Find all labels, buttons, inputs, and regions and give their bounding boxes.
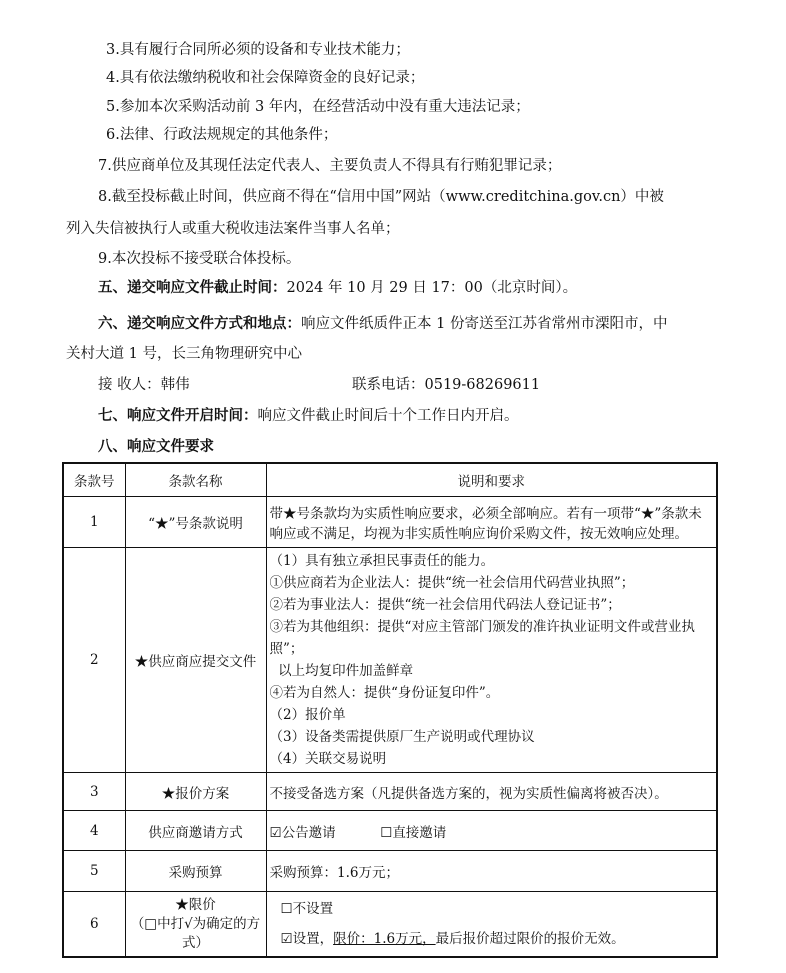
section-7-label: 七、响应文件开启时间： xyxy=(98,408,258,424)
desc-line: （1）具有独立承担民事责任的能力。 xyxy=(269,553,495,569)
section-8-label: 八、响应文件要求 xyxy=(98,439,214,455)
desc-line: （2）报价单 xyxy=(269,707,346,723)
table-row xyxy=(63,851,717,892)
paragraph: 9.本次投标不接受联合体投标。 xyxy=(98,251,301,267)
desc-line: ①供应商若为企业法人：提供“统一社会信用代码营业执照”； xyxy=(269,575,635,591)
receiver: 接 收人：韩伟 xyxy=(98,377,190,393)
option-label: 不设置 xyxy=(292,901,334,917)
checkbox-checked-icon[interactable]: ☑ xyxy=(280,931,293,947)
section-6 xyxy=(98,312,667,333)
section-6-label: 六、递交响应文件方式和地点： xyxy=(98,316,301,332)
cell-name: ★供应商应提交文件 xyxy=(125,548,266,773)
cell-desc xyxy=(266,892,717,958)
section-7-text: 响应文件截止时间后十个工作日内开启。 xyxy=(257,408,519,424)
table-row xyxy=(63,811,717,851)
requirements-table xyxy=(62,462,718,958)
desc-line: （4）关联交易说明 xyxy=(269,751,387,767)
section-7 xyxy=(98,404,519,425)
option-label: 公告邀请 xyxy=(281,824,336,841)
cell-desc xyxy=(266,548,717,773)
table-row xyxy=(63,497,717,548)
option-label: 直接邀请 xyxy=(392,824,447,841)
table-header xyxy=(63,463,717,497)
table-row xyxy=(63,548,717,773)
checkbox-unchecked-icon[interactable]: ☐ xyxy=(380,824,393,841)
cell-no: 6 xyxy=(63,892,125,958)
name-note: （□中打√为确定的方式） xyxy=(130,915,261,951)
paragraph: 3.具有履行合同所必须的设备和专业技术能力； xyxy=(106,42,410,58)
section-6-cont: 关村大道 1 号，长三角物理研究中心 xyxy=(66,346,302,362)
option-label: 设置， xyxy=(292,931,334,947)
header-desc: 说明和要求 xyxy=(266,463,717,497)
header-name: 条款名称 xyxy=(125,463,266,497)
checkbox-unchecked-icon[interactable]: ☐ xyxy=(280,901,293,917)
cell-no: 4 xyxy=(63,811,125,851)
name-line: ★限价 xyxy=(175,896,216,913)
cell-no: 5 xyxy=(63,851,125,892)
desc-line: ③若为其他组织：提供“对应主管部门颁发的准许执业证明文件或营业执照”； xyxy=(269,619,695,657)
section-5-label: 五、递交响应文件截止时间： xyxy=(98,280,287,296)
cell-name: 采购预算 xyxy=(125,851,266,892)
cell-desc: 带★号条款均为实质性响应要求，必须全部响应。若有一项带“★”条款未响应或不满足，均视为非实质性响应询价采购文件，按无效响应处理。 xyxy=(266,497,717,548)
header-no: 条款号 xyxy=(63,463,125,497)
cell-name: “★”号条款说明 xyxy=(125,497,266,548)
limit-note: 最后报价超过限价的报价无效。 xyxy=(435,931,625,947)
section-5 xyxy=(98,276,577,297)
limit-price: 限价：1.6万元， xyxy=(333,931,436,947)
cell-desc: 采购预算：1.6万元； xyxy=(266,851,717,892)
cell-name: 供应商邀请方式 xyxy=(125,811,266,851)
phone: 联系电话：0519-68269611 xyxy=(352,377,541,393)
paragraph: 6.法律、行政法规规定的其他条件； xyxy=(106,127,338,143)
cell-no: 1 xyxy=(63,497,125,548)
paragraph: 8.截至投标截止时间，供应商不得在“信用中国”网站（www.creditchina.gov.cn）中被 xyxy=(98,189,664,205)
paragraph: 5.参加本次采购活动前 3 年内，在经营活动中没有重大违法记录； xyxy=(106,99,530,115)
desc-line: ④若为自然人：提供“身份证复印件”。 xyxy=(269,685,500,701)
desc-line: ②若为事业法人：提供“统一社会信用代码法人登记证书”； xyxy=(269,597,621,613)
table-row xyxy=(63,773,717,811)
paragraph: 4.具有依法缴纳税收和社会保障资金的良好记录； xyxy=(106,70,425,86)
paragraph: 列入失信被执行人或重大税收违法案件当事人名单； xyxy=(66,221,400,237)
cell-desc: 不接受备选方案（凡提供备选方案的，视为实质性偏离将被否决）。 xyxy=(266,773,717,811)
cell-desc xyxy=(266,811,717,851)
desc-line: 以上均复印件加盖鲜章 xyxy=(269,663,414,679)
table-row xyxy=(63,892,717,958)
paragraph: 7.供应商单位及其现任法定代表人、主要负责人不得具有行贿犯罪记录； xyxy=(98,158,562,174)
section-6-text: 响应文件纸质件正本 1 份寄送至江苏省常州市溧阳市，中 xyxy=(301,316,668,332)
cell-name xyxy=(125,892,266,958)
cell-name: ★报价方案 xyxy=(125,773,266,811)
cell-no: 2 xyxy=(63,548,125,773)
checkbox-checked-icon[interactable]: ☑ xyxy=(269,824,282,841)
section-5-text: 2024 年 10 月 29 日 17：00（北京时间）。 xyxy=(286,280,578,296)
desc-line: （3）设备类需提供原厂生产说明或代理协议 xyxy=(269,729,535,745)
cell-no: 3 xyxy=(63,773,125,811)
